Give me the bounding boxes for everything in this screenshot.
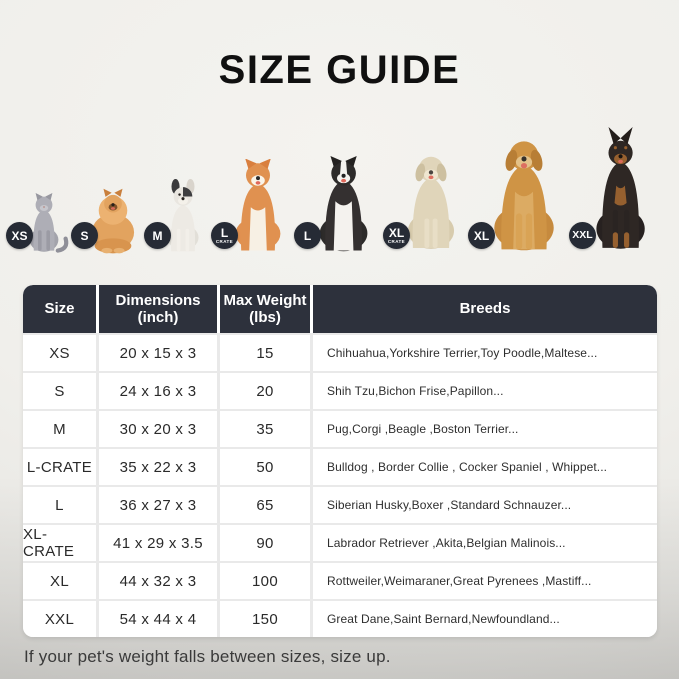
cell-dimensions: 20 x 15 x 3	[99, 335, 217, 371]
cell-max-weight: 65	[220, 487, 310, 523]
size-badge-xl	[468, 222, 495, 249]
cell-dimensions: 41 x 29 x 3.5	[99, 525, 217, 561]
animal-doberman-xxl	[572, 126, 662, 254]
cell-max-weight: 50	[220, 449, 310, 485]
cell-size: L	[23, 487, 96, 523]
badge-sublabel: CRATE	[215, 238, 234, 244]
cell-dimensions: 35 x 22 x 3	[99, 449, 217, 485]
cell-size: L-CRATE	[23, 449, 96, 485]
header-sublabel: (inch)	[137, 309, 179, 326]
cell-size: XXL	[23, 601, 96, 637]
table-row-m	[23, 411, 657, 447]
badge-label: S	[80, 228, 89, 243]
size-badge-m	[144, 222, 171, 249]
cell-dimensions: 54 x 44 x 4	[99, 601, 217, 637]
size-badge-l	[294, 222, 321, 249]
header-sublabel: (lbs)	[249, 309, 281, 326]
animal-french-bulldog-m	[152, 175, 211, 254]
badge-label: XXL	[572, 229, 593, 242]
cell-max-weight: 35	[220, 411, 310, 447]
sizing-advice-note: If your pet's weight falls between sizes, size up.	[24, 647, 391, 666]
cell-dimensions: 24 x 16 x 3	[99, 373, 217, 409]
cell-breeds: Great Dane,Saint Bernard,Newfoundland...	[313, 601, 657, 637]
cell-size: S	[23, 373, 96, 409]
header-label: Size	[44, 300, 75, 318]
animal-border-collie-l	[305, 155, 383, 254]
table-row-l	[23, 487, 657, 523]
animal-pomeranian-s	[82, 186, 144, 254]
size-badge-xxl	[569, 222, 596, 249]
table-body	[23, 333, 657, 637]
size-badge-s	[71, 222, 98, 249]
table-row-xs	[23, 335, 657, 371]
header-label: Dimensions	[115, 291, 201, 309]
animal-size-lineup	[0, 122, 679, 254]
table-row-xxl	[23, 601, 657, 637]
size-badge-xs	[6, 222, 33, 249]
cell-breeds: Rottweiler,Weimaraner,Great Pyrenees ,Mastiff...	[313, 563, 657, 599]
table-row-xl	[23, 563, 657, 599]
size-badge-xl-crate	[383, 222, 410, 249]
cell-breeds: Bulldog , Border Collie , Cocker Spaniel , Whippet...	[313, 449, 657, 485]
header-label: Max Weight	[223, 291, 307, 309]
cell-size: XS	[23, 335, 96, 371]
table-row-l-crate	[23, 449, 657, 485]
page-title: SIZE GUIDE	[218, 48, 461, 92]
badge-label: XL	[388, 225, 405, 240]
animal-golden-retriever-xl	[473, 135, 569, 254]
header-breeds	[313, 285, 657, 333]
size-guide-table	[23, 285, 657, 637]
cell-max-weight: 150	[220, 601, 310, 637]
cell-max-weight: 90	[220, 525, 310, 561]
cell-dimensions: 36 x 27 x 3	[99, 487, 217, 523]
cell-dimensions: 30 x 20 x 3	[99, 411, 217, 447]
cell-breeds: Chihuahua,Yorkshire Terrier,Toy Poodle,Maltese...	[313, 335, 657, 371]
badge-sublabel: CRATE	[387, 238, 406, 244]
cell-size: M	[23, 411, 96, 447]
cell-size: XL-CRATE	[23, 525, 96, 561]
animal-cat-xs	[11, 192, 71, 254]
cell-breeds: Labrador Retriever ,Akita,Belgian Malinois...	[313, 525, 657, 561]
badge-label: M	[152, 228, 163, 243]
badge-label: XS	[11, 228, 28, 243]
cell-max-weight: 15	[220, 335, 310, 371]
table-row-s	[23, 373, 657, 409]
header-max-weight	[220, 285, 310, 333]
cell-max-weight: 20	[220, 373, 310, 409]
badge-label: L	[220, 225, 229, 240]
header-size	[23, 285, 96, 333]
cell-breeds: Siberian Husky,Boxer ,Standard Schnauzer...	[313, 487, 657, 523]
cell-size: XL	[23, 563, 96, 599]
badge-label: XL	[473, 228, 490, 243]
cell-breeds: Shih Tzu,Bichon Frise,Papillon...	[313, 373, 657, 409]
animal-shiba-inu-l-crate	[215, 159, 294, 254]
cell-max-weight: 100	[220, 563, 310, 599]
badge-label: L	[303, 228, 312, 243]
table-header-row	[23, 285, 657, 333]
table-row-xl-crate	[23, 525, 657, 561]
cell-breeds: Pug,Corgi ,Beagle ,Boston Terrier...	[313, 411, 657, 447]
header-dimensions	[99, 285, 217, 333]
cell-dimensions: 44 x 32 x 3	[99, 563, 217, 599]
animal-labrador-xl-crate	[387, 150, 468, 254]
size-badge-l-crate	[211, 222, 238, 249]
header-label: Breeds	[459, 300, 511, 318]
